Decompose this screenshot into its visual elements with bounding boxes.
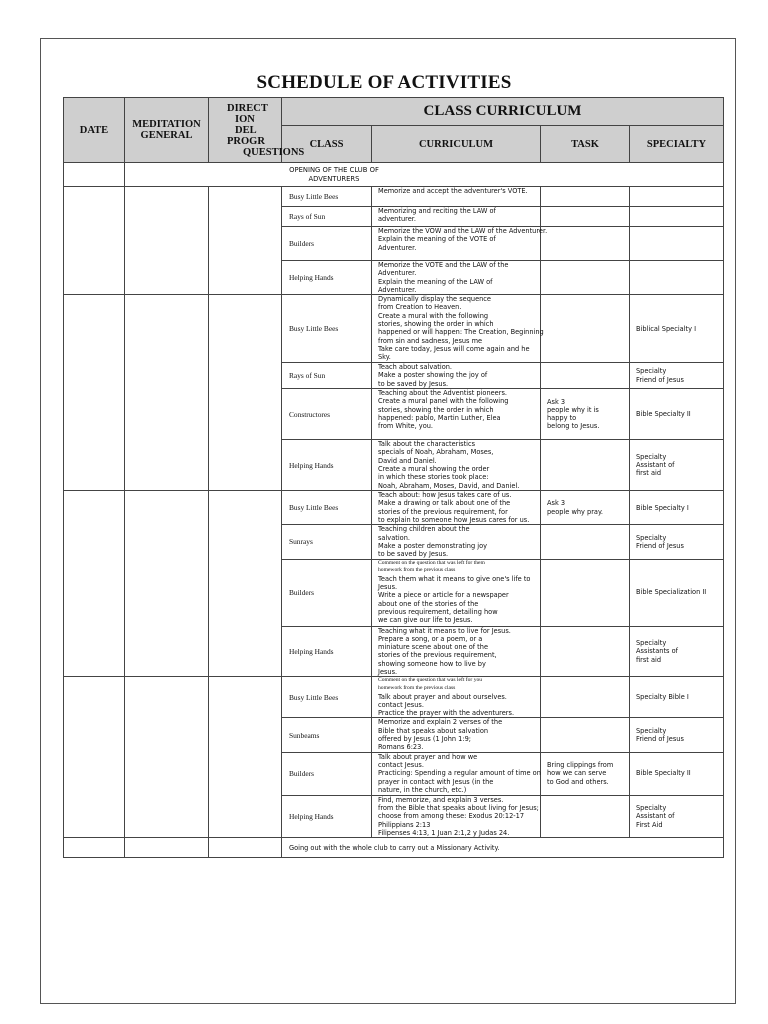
curriculum-line: Create a mural panel with the following	[378, 397, 509, 406]
specialty-cell	[630, 389, 724, 440]
curriculum-line: about one of the stories of the	[378, 599, 479, 608]
header-specialty: SPECIALTY	[630, 126, 724, 163]
curriculum-line: to explain to someone how Jesus cares for us.	[378, 516, 530, 525]
specialty-line: Specialty	[636, 452, 667, 461]
curriculum-line: Make a poster showing the joy of	[378, 371, 488, 380]
task-cell	[541, 677, 630, 718]
specialty-line: Friend of Jesus	[636, 375, 684, 384]
curriculum-line: nature, in the church, etc.)	[378, 785, 467, 794]
meditation-cell	[125, 187, 209, 295]
specialty-cell	[630, 795, 724, 837]
class-cell: Builders	[282, 227, 372, 261]
curriculum-line: Teaching children about the	[378, 525, 470, 534]
curriculum-line: in which these stories took place:	[378, 473, 489, 482]
curriculum-line: Talk about prayer and about ourselves.	[378, 692, 507, 701]
schedule-row	[64, 677, 724, 718]
task-cell	[541, 440, 630, 491]
specialty-cell	[630, 626, 724, 677]
curriculum-line: David and Daniel.	[378, 456, 437, 465]
curriculum-cell	[372, 389, 541, 440]
class-cell: Helping Hands	[282, 261, 372, 295]
opening-line: OPENING OF THE CLUB OF	[289, 165, 379, 174]
specialty-line: first aid	[636, 469, 662, 478]
curriculum-line: Comment on the question that was left for them	[378, 559, 485, 566]
curriculum-line: Teaching about the Adventist pioneers.	[378, 389, 507, 398]
header-curriculum: CURRICULUM	[372, 126, 541, 163]
specialty-line: Bible Specialization II	[636, 588, 707, 597]
specialty-cell	[630, 207, 724, 227]
curriculum-line: offered by Jesus (1 John 1:9;	[378, 735, 471, 744]
class-cell: Helping Hands	[282, 440, 372, 491]
curriculum-line: Practicing: Spending a regular amount of time on	[378, 769, 541, 778]
header-direction-line: PROGR	[227, 135, 265, 147]
direction-cell	[209, 187, 282, 295]
class-cell: Builders	[282, 559, 372, 626]
direction-cell	[209, 491, 282, 677]
curriculum-line: homework from the previous class	[378, 567, 456, 574]
schedule-body	[64, 187, 724, 838]
header-class-curriculum: CLASS CURRICULUM	[282, 98, 724, 126]
curriculum-line: contact Jesus.	[378, 760, 424, 769]
specialty-line: Specialty Bible I	[636, 693, 689, 702]
specialty-cell	[630, 227, 724, 261]
specialty-cell	[630, 187, 724, 207]
opening-line: ADVENTURERS	[308, 174, 360, 183]
opening-blank-cell	[64, 163, 125, 187]
task-cell	[541, 525, 630, 559]
curriculum-line: adventurer.	[378, 215, 416, 224]
curriculum-line: Teach about: how Jesus takes care of us.	[378, 491, 512, 500]
task-cell	[541, 718, 630, 752]
curriculum-line: Make a poster demonstrating joy	[378, 541, 488, 550]
specialty-cell	[630, 718, 724, 752]
meditation-cell	[125, 295, 209, 491]
specialty-cell	[630, 440, 724, 491]
task-line: Ask 3	[547, 499, 566, 508]
specialty-line: Specialty	[636, 726, 667, 735]
curriculum-line: Create a mural with the following	[378, 311, 489, 320]
curriculum-line: Make a drawing or talk about one of the	[378, 499, 511, 508]
specialty-line: Friend of Jesus	[636, 541, 684, 550]
curriculum-cell	[372, 363, 541, 389]
curriculum-line: Memorize and accept the adventurer's VOTE.	[378, 187, 528, 195]
class-cell: Rays of Sun	[282, 363, 372, 389]
curriculum-line: Explain the meaning of the VOTE of	[378, 235, 496, 244]
specialty-line: First Aid	[636, 820, 663, 829]
meditation-cell	[125, 677, 209, 838]
header-class: CLASS	[282, 126, 372, 163]
curriculum-cell	[372, 677, 541, 718]
meditation-cell	[125, 491, 209, 677]
footer-blank-cell	[209, 838, 282, 858]
curriculum-line: Talk about prayer and how we	[378, 752, 478, 761]
header-direction-line: DIRECT	[227, 102, 268, 114]
class-cell: Busy Little Bees	[282, 295, 372, 363]
task-cell	[541, 795, 630, 837]
task-cell	[541, 559, 630, 626]
curriculum-line: happened: pablo, Martin Luther, Elea	[378, 414, 501, 423]
curriculum-cell	[372, 718, 541, 752]
curriculum-line: stories of the previous requirement,	[378, 651, 497, 660]
task-cell	[541, 261, 630, 295]
curriculum-line: Adventurer.	[378, 269, 417, 278]
curriculum-line: Practice the prayer with the adventurers.	[378, 709, 515, 718]
date-cell	[64, 295, 125, 491]
class-cell: Sunbeams	[282, 718, 372, 752]
curriculum-line: Adventurer.	[378, 243, 417, 252]
curriculum-line: Comment on the question that was left for you	[378, 677, 483, 684]
curriculum-line: choose from among these: Exodus 20:12-17	[378, 812, 525, 821]
class-cell: Rays of Sun	[282, 207, 372, 227]
curriculum-line: Explain the meaning of the LAW of	[378, 277, 493, 286]
curriculum-line: prayer in contact with Jesus (in the	[378, 777, 494, 786]
class-cell: Busy Little Bees	[282, 491, 372, 525]
task-cell	[541, 626, 630, 677]
specialty-cell	[630, 363, 724, 389]
curriculum-line: Talk about the characteristics	[378, 440, 476, 449]
curriculum-line: Create a mural showing the order	[378, 465, 490, 474]
header-direction-line: ION	[235, 113, 255, 125]
task-cell	[541, 187, 630, 207]
specialty-cell	[630, 559, 724, 626]
curriculum-line: from White, you.	[378, 422, 434, 431]
header-direction-line: QUESTIONS	[243, 146, 305, 158]
task-cell	[541, 491, 630, 525]
specialty-line: Specialty	[636, 367, 667, 376]
curriculum-line: Romans 6:23.	[378, 743, 424, 752]
specialty-cell	[630, 525, 724, 559]
curriculum-line: to be saved by Jesus.	[378, 550, 449, 559]
curriculum-cell	[372, 227, 548, 261]
footer-blank-cell	[125, 838, 209, 858]
specialty-line: Bible Specialty II	[636, 410, 691, 419]
date-cell	[64, 677, 125, 838]
curriculum-line: Find, memorize, and explain 3 verses.	[378, 795, 504, 804]
class-cell: Helping Hands	[282, 626, 372, 677]
task-cell	[541, 752, 630, 795]
curriculum-line: Take care today, Jesus will come again and he	[378, 344, 530, 353]
curriculum-line: contact Jesus.	[378, 700, 424, 709]
specialty-line: first aid	[636, 655, 662, 664]
specialty-cell	[630, 295, 724, 363]
task-cell	[541, 363, 630, 389]
task-line: Bring clippings from	[547, 761, 614, 770]
specialty-line: Friend of Jesus	[636, 735, 684, 744]
specialty-line: Assistant of	[636, 812, 675, 821]
curriculum-line: homework from the previous class	[378, 684, 456, 691]
page-title: SCHEDULE OF ACTIVITIES	[256, 72, 512, 93]
curriculum-line: Memorizing and reciting the LAW of	[378, 207, 496, 215]
curriculum-line: salvation.	[378, 533, 410, 542]
curriculum-line: showing someone how to live by	[378, 659, 486, 668]
specialty-line: Bible Specialty I	[636, 503, 689, 512]
header-direction-line: DEL	[235, 124, 257, 136]
curriculum-line: Bible that speaks about salvation	[378, 726, 489, 735]
curriculum-line: to be saved by Jesus.	[378, 379, 449, 388]
date-cell	[64, 491, 125, 677]
curriculum-line: Teach about salvation.	[378, 363, 453, 372]
curriculum-line: Memorize the VOW and the LAW of the Adventurer.	[378, 227, 548, 235]
curriculum-line: Jesus.	[378, 668, 398, 677]
class-cell: Busy Little Bees	[282, 677, 372, 718]
curriculum-cell	[372, 752, 541, 795]
task-cell	[541, 207, 630, 227]
curriculum-line: Adventurer.	[378, 285, 417, 294]
curriculum-cell	[372, 795, 541, 837]
task-line: belong to Jesus.	[547, 422, 600, 431]
curriculum-line: miniature scene about one of the	[378, 643, 488, 652]
curriculum-line: Teaching what it means to live for Jesus.	[378, 626, 511, 635]
specialty-line: Specialty	[636, 639, 667, 647]
header-meditation-line: GENERAL	[140, 130, 193, 141]
curriculum-cell	[372, 626, 541, 677]
direction-cell	[209, 677, 282, 838]
class-cell: Sunrays	[282, 525, 372, 559]
header-task: TASK	[541, 126, 630, 163]
curriculum-line: happened or will happen: The Creation, Beginning	[378, 328, 544, 337]
curriculum-cell	[372, 295, 544, 363]
specialty-line: Specialty	[636, 803, 667, 812]
curriculum-cell	[372, 261, 541, 295]
class-cell: Constructores	[282, 389, 372, 440]
task-cell	[541, 295, 630, 363]
specialty-line: Assistants of	[636, 647, 678, 656]
curriculum-line: Memorize and explain 2 verses of the	[378, 718, 503, 727]
curriculum-line: Teach them what it means to give one's life to	[378, 574, 531, 583]
curriculum-line: stories of the previous requirement, for	[378, 507, 508, 516]
curriculum-line: Sky.	[378, 353, 391, 362]
specialty-line: Bible Specialty II	[636, 769, 691, 778]
specialty-cell	[630, 261, 724, 295]
task-cell	[541, 389, 630, 440]
curriculum-line: Philippians 2:13	[378, 820, 431, 829]
curriculum-cell	[372, 207, 541, 227]
header-meditation	[125, 98, 209, 163]
schedule-row	[64, 491, 724, 525]
curriculum-line: from Creation to Heaven.	[378, 303, 462, 312]
header-meditation-line: MEDITATION	[132, 119, 201, 130]
direction-cell	[209, 295, 282, 491]
curriculum-cell	[372, 440, 541, 491]
specialty-line: Assistant of	[636, 461, 675, 470]
schedule-table	[63, 97, 724, 858]
curriculum-line: Noah, Abraham, Moses, David, and Daniel.	[378, 481, 520, 490]
curriculum-line: specials of Noah, Abraham, Moses,	[378, 448, 494, 457]
curriculum-line: Prepare a song, or a poem, or a	[378, 634, 483, 643]
footer-blank-cell	[64, 838, 125, 858]
class-cell: Busy Little Bees	[282, 187, 372, 207]
curriculum-cell	[372, 491, 541, 525]
curriculum-line: Dynamically display the sequence	[378, 295, 491, 304]
curriculum-cell	[372, 187, 541, 207]
curriculum-line: from sin and sadness, Jesus me	[378, 336, 483, 345]
curriculum-cell	[372, 525, 541, 559]
class-cell: Builders	[282, 752, 372, 795]
specialty-cell	[630, 491, 724, 525]
specialty-cell	[630, 677, 724, 718]
curriculum-line: Filipenses 4:13, 1 Juan 2:1,2 y Judas 24.	[378, 828, 510, 837]
task-line: how we can serve	[547, 769, 607, 778]
header-date: DATE	[64, 98, 125, 163]
footer-note: Going out with the whole club to carry out a Missionary Activity.	[282, 838, 724, 858]
curriculum-line: stories, showing the order in which	[378, 320, 494, 329]
curriculum-line: we can give our life to Jesus.	[378, 616, 473, 625]
specialty-line: Biblical Specialty I	[636, 324, 697, 333]
task-line: happy to	[547, 414, 577, 423]
curriculum-cell	[372, 559, 541, 626]
task-line: people why it is	[547, 405, 599, 414]
schedule-row	[64, 187, 724, 207]
curriculum-line: Memorize the VOTE and the LAW of the	[378, 261, 509, 269]
date-cell	[64, 187, 125, 295]
header-direction	[209, 98, 305, 163]
task-cell	[541, 227, 630, 261]
task-line: to God and others.	[547, 777, 609, 786]
curriculum-line: Jesus.	[378, 583, 398, 592]
curriculum-line: from the Bible that speaks about living for Jesus;	[378, 803, 539, 812]
schedule-row	[64, 295, 724, 363]
task-line: Ask 3	[547, 397, 566, 406]
curriculum-line: Write a piece or article for a newspaper	[378, 591, 509, 600]
curriculum-line: stories, showing the order in which	[378, 405, 494, 414]
class-cell: Helping Hands	[282, 795, 372, 837]
specialty-line: Specialty	[636, 533, 667, 542]
opening-banner	[125, 163, 724, 187]
task-line: people why pray.	[547, 507, 604, 516]
specialty-cell	[630, 752, 724, 795]
curriculum-line: previous requirement, detailing how	[378, 607, 498, 616]
